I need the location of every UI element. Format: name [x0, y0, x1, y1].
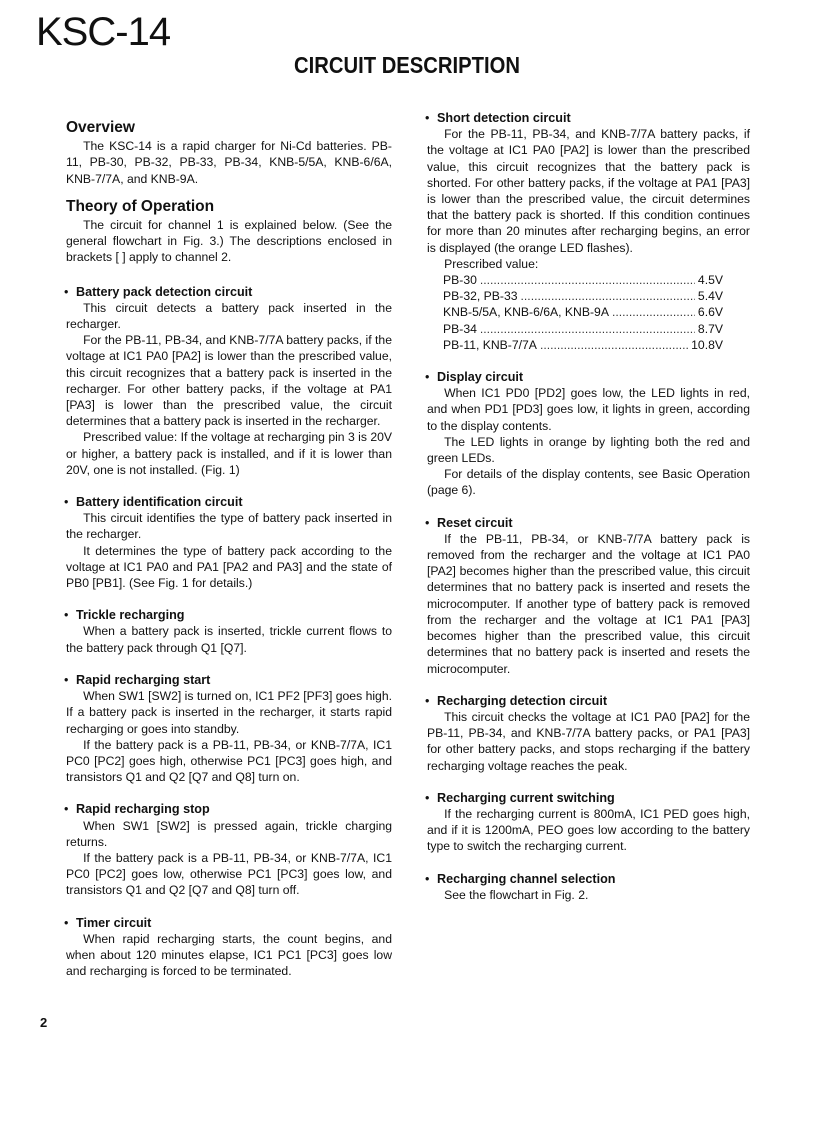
voltage-value: 8.7V — [697, 321, 723, 336]
page-number: 2 — [40, 1015, 48, 1030]
paragraph: When SW1 [SW2] is turned on, IC1 PF2 [PF3] goes high. If a battery pack is inserted in the recharger, it starts rapid recharging or goes into standby. — [66, 689, 392, 736]
battery-identification-heading: • Battery identification circuit — [66, 494, 392, 510]
voltage-value: 6.6V — [697, 305, 723, 320]
rapid-start-heading: • Rapid recharging start — [66, 672, 392, 688]
paragraph: This circuit detects a battery pack inserted in the recharger. — [66, 300, 392, 332]
paragraph: When IC1 PD0 [PD2] goes low, the LED lights in red, and when PD1 [PD3] goes low, it lights in green, according to the display contents. — [427, 386, 750, 433]
battery-name: PB-34 — [443, 321, 477, 336]
paragraph: The LED lights in orange by lighting both the red and green LEDs. — [427, 434, 750, 466]
reset-heading: • Reset circuit — [427, 515, 750, 531]
theory-text: The circuit for channel 1 is explained below. (See the general flowchart in Fig. 3.) The descriptions enclosed in brackets [ ] apply to channel 2. — [66, 218, 392, 265]
paragraph: When SW1 [SW2] is pressed again, trickle charging returns. — [66, 818, 392, 849]
current-switching-heading: • Recharging current switching — [427, 790, 750, 806]
left-column — [66, 110, 392, 995]
voltage-value: 10.8V — [691, 337, 723, 352]
model-number: KSC-14 — [36, 10, 171, 54]
timer-section — [66, 915, 392, 980]
value-row — [443, 321, 723, 337]
overview-heading: Overview — [66, 119, 135, 136]
channel-selection-section — [427, 871, 750, 903]
paragraph: If the PB-11, PB-34, or KNB-7/7A battery pack is removed from the recharger and the voltage at IC1 PA0 [PA2] becomes higher than the prescribed value, this circuit determines that no battery pack is inserted and resets the microcomputer. If another type of battery pack is removed from the recharger and the voltage at IC1 PA1 [PA3] becomes higher than the prescribed value, this circuit determines that no battery pack is inserted and resets the microcomputer. — [427, 531, 750, 676]
paragraph: This circuit identifies the type of battery pack inserted in the recharger. — [66, 511, 392, 542]
paragraph: For the PB-11, PB-34, and KNB-7/7A battery packs, if the voltage at IC1 PA0 [PA2] is lower than the prescribed value, this circuit recognizes that a battery pack is inserted in the recharger. For other battery packs, if the voltage at PA1 [PA3] is lower than the prescribed value, the circuit determines that a battery pack is inserted in the recharger. — [66, 333, 392, 429]
page-title: CIRCUIT DESCRIPTION — [293, 52, 521, 78]
short-detection-section — [427, 110, 750, 353]
paragraph: This circuit checks the voltage at IC1 PA0 [PA2] for the PB-11, PB-34, and KNB-7/7A battery packs, or PA1 [PA3] for other battery packs, and stops recharging if the battery recharging voltage reaches the peak. — [427, 709, 750, 773]
trickle-recharging-heading: • Trickle recharging — [66, 607, 392, 623]
timer-heading: • Timer circuit — [66, 915, 392, 931]
battery-name: PB-32, PB-33 — [443, 289, 518, 304]
recharging-detection-section — [427, 693, 750, 774]
voltage-value: 5.4V — [697, 289, 723, 304]
overview-text: The KSC-14 is a rapid charger for Ni-Cd batteries. PB-11, PB-30, PB-32, PB-33, PB-34, KNB-5/5A, KNB-6/6A, KNB-7/7A, and KNB-9A. — [66, 139, 392, 186]
right-column — [427, 110, 750, 919]
theory-heading: Theory of Operation — [66, 197, 215, 215]
rapid-start-section — [66, 672, 392, 785]
paragraph: When a battery pack is inserted, trickle current flows to the battery pack through Q1 [Q7]. — [66, 624, 392, 655]
trickle-recharging-section — [66, 607, 392, 656]
short-detection-heading: • Short detection circuit — [427, 110, 750, 126]
battery-name: PB-11, KNB-7/7A — [443, 337, 537, 352]
paragraph: When rapid recharging starts, the count begins, and when about 120 minutes elapse, IC1 PC1 [PC3] goes low and recharging is forced to be terminated. — [66, 931, 392, 979]
paragraph: It determines the type of battery pack according to the voltage at IC1 PA0 and PA1 [PA2 and PA3] and the state of PB0 [PB1]. (See Fig. 1 for details.) — [66, 543, 392, 591]
battery-pack-detection-heading: • Battery pack detection circuit — [66, 284, 392, 300]
value-row — [443, 337, 723, 353]
paragraph: If the battery pack is a PB-11, PB-34, or KNB-7/7A, IC1 PC0 [PC2] goes high, otherwise PC1 [PC3] goes high, and transistors Q1 and Q2 [Q7 and Q8] turn on. — [66, 737, 392, 785]
battery-name: PB-30 — [443, 273, 477, 288]
paragraph: Prescribed value: If the voltage at recharging pin 3 is 20V or higher, a battery pack is installed, and if it is lower than 20V, one is not installed. (Fig. 1) — [66, 430, 393, 477]
value-row — [443, 272, 723, 288]
current-switching-section — [427, 790, 750, 855]
value-row — [443, 288, 723, 304]
display-section — [427, 369, 750, 499]
reset-section — [427, 515, 750, 677]
prescribed-value-label: Prescribed value: — [444, 256, 539, 271]
recharging-detection-heading: • Recharging detection circuit — [427, 693, 750, 709]
paragraph: For the PB-11, PB-34, and KNB-7/7A battery packs, if the voltage at IC1 PA0 [PA2] is lower than the prescribed value, this circuit recognizes that the battery pack is shorted. For other battery packs, if the voltage at PA1 [PA3] is lower than the prescribed value, the circuit determines that the battery pack is shorted. If this condition continues for more than 20 minutes after recharging begins, an error is displayed (the orange LED flashes). — [427, 127, 750, 255]
prescribed-values-list — [427, 272, 750, 353]
voltage-value: 4.5V — [697, 273, 723, 288]
channel-selection-heading: • Recharging channel selection — [427, 871, 750, 887]
value-row — [443, 304, 723, 320]
rapid-stop-section — [66, 801, 392, 898]
paragraph: If the battery pack is a PB-11, PB-34, or KNB-7/7A, IC1 PC0 [PC2] goes low, otherwise PC1 [PC3] goes low, and transistors Q1 and Q2 [Q7 and Q8] turn off. — [66, 850, 392, 898]
battery-name: KNB-5/5A, KNB-6/6A, KNB-9A — [443, 305, 609, 320]
display-heading: • Display circuit — [427, 369, 750, 385]
rapid-stop-heading: • Rapid recharging stop — [66, 801, 392, 817]
battery-pack-detection-section — [66, 284, 392, 478]
battery-identification-section — [66, 494, 392, 591]
paragraph: For details of the display contents, see Basic Operation (page 6). — [427, 467, 750, 498]
paragraph: If the recharging current is 800mA, IC1 PED goes high, and if it is 1200mA, PEO goes low according to the battery type to switch the recharging current. — [427, 806, 750, 854]
paragraph: See the flowchart in Fig. 2. — [444, 887, 589, 902]
